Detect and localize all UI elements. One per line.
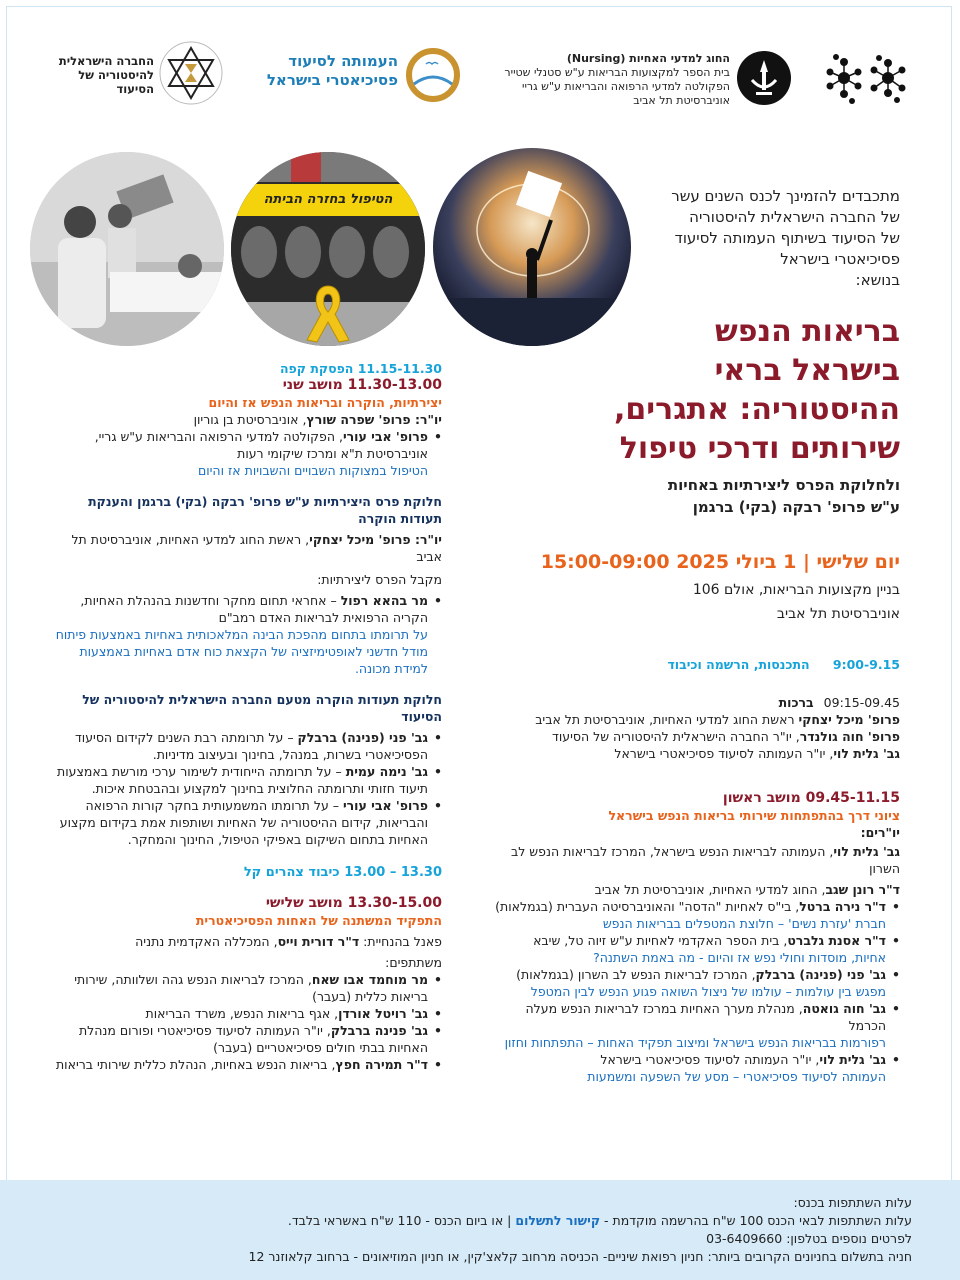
prize-recipient-text: – אחראי תחום מחקר וחדשנות בהנהלת האחיות, הקריה הרפואית לבריאות האדם רמב"ם	[80, 593, 428, 625]
prize-title: חלוקת פרס היצירתיות ע"ש פרופ' רבקה (בקי) ברגמן והענקת תעודות הוקרה	[88, 494, 442, 526]
s2-speaker	[46, 428, 442, 462]
star-of-david-hourglass-logo	[158, 40, 224, 106]
s2-speaker-name: פרופ' אבי עורי	[342, 429, 428, 444]
certificate-2	[46, 763, 442, 797]
s1-speaker-2-topic: אחיות, מוסדות וחולי נפש אז והיום - מה באמת השתנה?	[593, 950, 886, 965]
s3-participant-4-name: ד"ר תמירה חפץ	[335, 1057, 428, 1072]
greeting-2	[490, 728, 900, 745]
prize-chair	[46, 531, 442, 565]
footer-line4: חניה בתשלום בחניונים הקרובים ביותר: חניון רפואת שיניים- הכניסה מרחוב קלאצ'קין, או חניון המוזיאונים - ברחוב קלאוזנר 12	[248, 1249, 912, 1264]
registration-label: התכנסות, הרשמה וכיבוד	[667, 657, 810, 672]
session-3-panel-label: פאנל בהנחיית:	[359, 934, 442, 949]
tau-line1: החוג למדעי האחיות (Nursing)	[566, 52, 730, 65]
mural-banner-text: הטיפול בחזרה הביתה	[263, 192, 393, 207]
prize-chair-name: יו"ר: פרופ' מיכל יצחקי	[309, 532, 442, 547]
certificate-2-text: – על תרומתה הייחודית לשימור ערכי מורשת באמצעות תיעוד חזותי ותרומתה החלוצית בחינוך למקצוע ובהבטחת איכות.	[57, 764, 428, 796]
coffee-break: 11.15-11.30 הפסקת קפה	[279, 361, 442, 376]
tau-line2: בית הספר למקצועות הבריאות ע"ש סטנלי שטייר	[504, 66, 730, 79]
greeting-1-text: ראשת החוג למדעי האחיות, אוניברסיטת תל אביב	[535, 712, 799, 727]
s3-participant-1-text: , המרכז לבריאות הנפש גהה ושלוותה, שירותי בריאות כללית (בעבר)	[74, 972, 428, 1004]
s3-participant-4	[46, 1056, 442, 1073]
society-line2: להיסטוריה של	[78, 68, 154, 82]
greeting-3	[490, 745, 900, 762]
s1-speaker-1-text: , בי"ס לאחיות "הדסה" והאוניברסיטה העברית (בגמלאות)	[495, 899, 800, 914]
prize-recipient-name: מר בהאא רפול	[340, 593, 428, 608]
s1-speaker-3-text: , המרכז לבריאות הנפש לב השרון (בגמלאות)	[516, 967, 756, 982]
chair-1-name: גב' גלית לוי	[833, 844, 900, 859]
session-1-title: 09.45-11.15 מושב ראשון	[722, 790, 900, 806]
amuta-logo-text	[258, 52, 398, 90]
greetings-block	[490, 694, 900, 762]
s3-participant-3-text: , יו"ר העמותה לסיעוד פסיכיאטרי ופורום מנהלת האחיות בבתי חולים פסיכיאטריים (בעבר)	[78, 1023, 428, 1055]
intro-line1: מתכבדים להזמינך לכנס השנים עשר	[671, 187, 900, 205]
event-venue2: אוניברסיטת תל אביב	[776, 606, 900, 622]
title-line1: בריאות הנפש	[715, 314, 900, 349]
subtitle-line1: ולחלוקת הפרס ליצירתיות באחיות	[667, 476, 900, 494]
greetings-header	[490, 694, 900, 711]
prize-chair-text: , ראשת החוג למדעי האחיות, אוניברסיטת תל אביב	[71, 532, 442, 564]
s1-speaker-5-name: גב' גלית לוי	[819, 1052, 886, 1067]
intro-line2: של החברה הישראלית להיסטוריה	[689, 208, 900, 226]
footer-line2	[32, 1212, 912, 1230]
society-line3: הסיעוד	[116, 82, 154, 96]
prize-recipient	[46, 592, 442, 626]
s2-speaker-topic: הטיפול במצוקות השבויים והשבויות אז והיום	[197, 463, 428, 478]
title-line3: ההיסטוריה: אתגרים,	[614, 392, 900, 427]
hostages-mural-photo	[231, 152, 425, 346]
event-block	[480, 548, 900, 626]
session-2-chair-name: פרופ' שפרה שורץ	[306, 412, 411, 427]
prize-recipient-label: מקבל הפרס ליצירתיות:	[317, 572, 442, 587]
greetings-time: 09:15-09.45	[823, 695, 900, 710]
s1-speaker-3	[490, 966, 900, 983]
s1-speaker-4-name: גב' חוה גואטה	[802, 1001, 886, 1016]
s3-participant-1	[46, 971, 442, 1005]
society-logo-text	[34, 54, 154, 96]
title-line2: בישראל בראי	[714, 353, 900, 388]
s3-participant-2	[46, 1005, 442, 1022]
s3-participant-1-name: מר מוחמד אבו שאח	[311, 972, 428, 987]
society-logo-group	[40, 40, 240, 110]
certificate-1-name: גב' פני (פנינה) ברבלק	[297, 730, 428, 745]
tau-line4: אוניברסיטת תל אביב	[633, 94, 730, 107]
intro-block	[600, 186, 900, 291]
tau-line3: הפקולטה למדעי הרפואה והבריאות ע"ש גריי	[522, 80, 730, 93]
certificates-title: חלוקת תעודות הוקרה מטעם החברה הישראלית להיסטוריה של הסיעוד	[82, 692, 442, 724]
tau-logo-group	[490, 46, 910, 112]
session-1-chair-2	[490, 881, 900, 898]
yellow-ribbon-icon	[301, 280, 355, 346]
s1-speaker-4	[490, 1000, 900, 1034]
title-line4: שירותים ודרכי טיפול	[619, 431, 900, 466]
s3-participant-3	[46, 1022, 442, 1056]
footer-line3: לפרטים נוספים בטלפון: 03-6409660	[706, 1231, 912, 1246]
main-title	[480, 312, 900, 468]
session-3-subtitle: התפקיד המשתנה של האחות הפסיכיאטרית	[195, 913, 442, 928]
registration-time: 9:00-9.15	[832, 657, 900, 672]
greeting-3-name: גב' גלית לוי	[833, 746, 900, 761]
session-3-panel	[46, 933, 442, 950]
s1-speaker-2	[490, 932, 900, 949]
session-2-chair-text: , אוניברסיטת בן גוריון	[193, 412, 307, 427]
footer-text	[32, 1194, 912, 1266]
session-3-participants-label: משתתפים:	[385, 955, 442, 970]
amuta-line2: פסיכיאטרי בישראל	[266, 71, 398, 89]
chair-2-name: ד"ר רונן שגב	[825, 882, 900, 897]
footer	[0, 1180, 960, 1280]
session-1-block	[490, 790, 900, 1085]
session-3-panel-text: , המכללה האקדמית נתניה	[135, 934, 278, 949]
session-2-subtitle: יצירתיות, הוקרה ובריאות הנפש אז והיום	[208, 395, 442, 410]
s3-participant-4-text: , בריאות הנפש באחיות, הנהלת כללית שירותי בריאות	[55, 1057, 336, 1072]
session-2-chair-label: יו"ר:	[410, 412, 442, 427]
certificate-2-name: גב' נימה עמית	[345, 764, 428, 779]
session-3-panel-name: ד"ר דורית וייס	[277, 934, 360, 949]
s1-speaker-3-name: גב' פני (פנינה) ברבלק	[755, 967, 886, 982]
session-3-title: 13.30-15.00 מושב שלישי	[265, 895, 442, 911]
certificate-3-text: – על תרומתו המשמעותית בחקר קורות הרפואה והבריאות, קידום ההיסטוריה של האחיות ושותפות אמת בקידום מקצוע האחיות בתחום השיקום באפיקי הטיפול, החינוך והמחקר.	[59, 798, 428, 847]
greeting-1-name: פרופ' מיכל יצחקי	[798, 712, 900, 727]
greetings-label: ברכות	[778, 695, 814, 710]
s3-participant-3-name: גב' פנינה ברבלק	[330, 1023, 428, 1038]
greeting-2-text: , יו"ר החברה הישראלית להיסטוריה של הסיעוד	[552, 729, 800, 744]
certificate-1-text: – על תרומתה רבת השנים לקידום הסיעוד הפסיכיאטרי בשרות, במנהל, בחינוך ובעיצוב מדיניות.	[74, 730, 428, 762]
prize-recipient-topic: על תרומתו בתחום מהפכת הבינה המלאכותית באחיות באמצעות פיתוח מודל חדשני לאופטימיזציה של הקצאת כוח אדם באחיות באמצעות למידת מכונה.	[55, 627, 428, 676]
s1-speaker-1-name: ד"ר נירה ברטל	[799, 899, 886, 914]
footer-line2-b: | או ביום הכנס - 110 ש"ח באשראי בלבד.	[287, 1213, 516, 1228]
footer-line2-a: עלות השתתפות לבאי הכנס 100 ש"ח בהרשמה מוקדמת -	[600, 1213, 912, 1228]
certificate-1	[46, 729, 442, 763]
s1-speaker-5	[490, 1051, 900, 1068]
tau-lamp-logo	[736, 50, 792, 106]
s1-speaker-1-topic: חברת 'עזרת נשים' – חלוצת המטפלים בבריאות הנפש	[602, 916, 886, 931]
session-2-chair	[46, 411, 442, 428]
s3-participant-2-name: גב' רויטל אורדן	[338, 1006, 428, 1021]
s1-speaker-4-text: , מנהלת מערך האחיות במרכז לבריאות הנפש מעלה הכרמל	[525, 1001, 886, 1033]
session-1-chairs-label: יו"רים:	[860, 825, 900, 840]
s1-speaker-5-text: , יו"ר העמותה לסיעוד פסיכיאטרי בישראל	[600, 1052, 820, 1067]
greeting-2-name: פרופ' חוה גולנדר	[799, 729, 900, 744]
lunch-break: 13.30 – 13.00 כיבוד צהרים קל	[243, 865, 442, 880]
s1-speaker-4-topic: רפורמות בבריאות הנפש בישראל ומיצוב תפקיד האחות – התפתחות וחזון	[504, 1035, 886, 1050]
s2-speaker-text: , הפקולטה למדעי הרפואה והבריאות ע"ש גריי, אוניברסיטת ת"א ומרכז שיקומי רעות	[94, 429, 428, 461]
session-1-chair-1	[490, 843, 900, 877]
s1-speaker-2-text: , בית הספר האקדמי לאחיות ע"ש זיוה טל, שיבא	[533, 933, 788, 948]
amuta-logo	[404, 46, 462, 104]
subtitle-line2: ע"ש פרופ' רבקה (בקי) ברגמן	[692, 498, 900, 516]
event-date: יום שלישי | 1 ביולי 2025 15:00-09:00	[540, 551, 900, 573]
event-venue1: בניין מקצועות הבריאות, אולם 106	[692, 582, 900, 598]
society-line1: החברה הישראלית	[58, 54, 154, 68]
hospital-photo	[30, 152, 224, 346]
intro-line3: של הסיעוד בשיתוף העמותה לסיעוד	[674, 229, 900, 247]
left-column	[46, 360, 442, 1073]
footer-line1: עלות השתתפות בכנס:	[793, 1195, 912, 1210]
chair-2-text: , החוג למדעי האחיות, אוניברסיטת תל אביב	[594, 882, 826, 897]
certificate-3-name: פרופ' אבי עורי	[342, 798, 428, 813]
s1-speaker-5-topic: העמותה לסיעוד פסיכיאטרי – מסע של השפעה ומשמעות	[587, 1069, 886, 1084]
amuta-line1: העמותה לסיעוד	[288, 52, 398, 70]
subtitle-block	[480, 474, 900, 518]
tau-logo-text	[490, 52, 730, 108]
s1-speaker-3-topic: מפגש בין עולמות – עולמו של ניצול השואה פגוע הנפש לבין המטפל	[530, 984, 886, 999]
amuta-logo-group	[262, 46, 462, 106]
dots-network-logo	[822, 52, 908, 106]
greeting-1	[490, 711, 900, 728]
s3-participant-2-text: , אגף בריאות הנפש, משרד הבריאות	[145, 1006, 339, 1021]
session-2-title: 11.30-13.00 מושב שני	[282, 377, 442, 393]
payment-link[interactable]: קישור לתשלום	[515, 1213, 601, 1228]
registration-row	[480, 656, 900, 673]
chair-1-text: , העמותה לבריאות הנפש בישראל, המרכז לבריאות הנפש לב השרון	[510, 844, 900, 876]
subject-label: בנושא:	[855, 271, 900, 289]
s1-speaker-1	[490, 898, 900, 915]
greeting-3-text: , יו"ר העמותה לסיעוד פסיכיאטרי בישראל	[614, 746, 834, 761]
session-1-subtitle: ציוני דרך בהתפתחות שירותי בריאות הנפש בישראל	[608, 808, 900, 823]
intro-line4: פסיכיאטרי בישראל	[780, 250, 900, 268]
certificate-3	[46, 797, 442, 848]
s1-speaker-2-name: ד"ר אסנת גלברט	[787, 933, 886, 948]
